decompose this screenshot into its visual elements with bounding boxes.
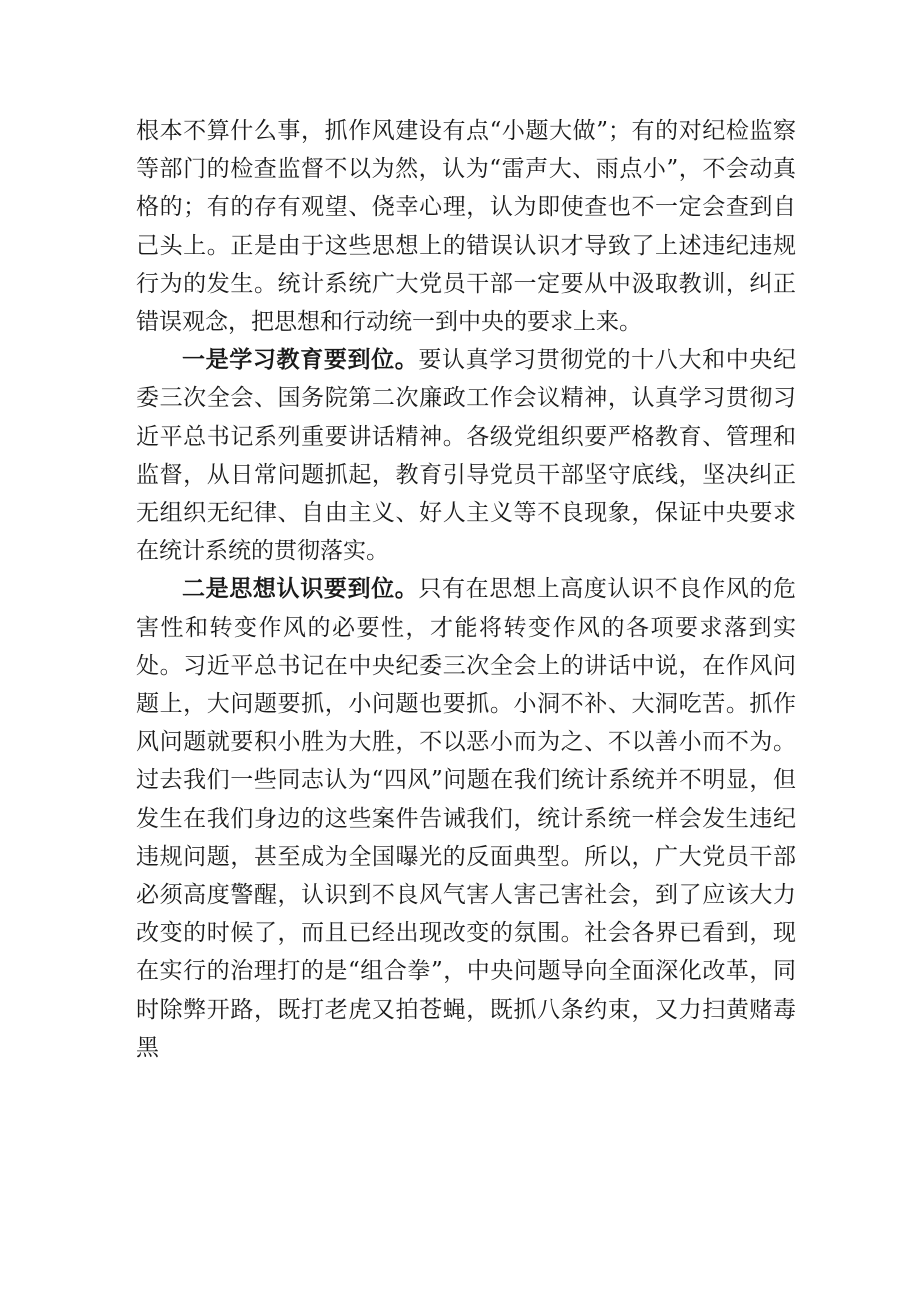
paragraph-2-text: 要认真学习贯彻党的十八大和中央纪委三次全会、国务院第二次廉政工作会议精神，认真学习贯彻习近平总书记系列重要讲话精神。各级党组织要严格教育、管理和监督，从日常问题抓起，教育引导党员干部坚守底线，坚决纠正无组织无纪律、自由主义、好人主义等不良现象，保证中央要求在统计系统的贯彻落实。: [136, 347, 797, 565]
paragraph-study-education: [136, 341, 796, 570]
paragraph-1-text: 根本不算什么事，抓作风建设有点“小题大做”；有的对纪检监察等部门的检查监督不以为然，认为“雷声大、雨点小”，不会动真格的；有的存有观望、侥幸心理，认为即使查也不一定会查到自己头上。正是由于这些思想上的错误认识才导致了上述违纪违规行为的发生。统计系统广大党员干部一定要从中汲取教训，纠正错误观念，把思想和行动统一到中央的要求上来。: [136, 118, 796, 336]
paragraph-2-lead: 一是学习教育要到位。: [182, 346, 419, 374]
paragraph-3-text: 只有在思想上高度认识不良作风的危害性和转变作风的必要性，才能将转变作风的各项要求落到实处。习近平总书记在中央纪委三次全会上的讲话中说，在作风问题上，大问题要抓，小问题也要抓。小洞不补、大洞吃苦。抓作风问题就要积小胜为大胜，不以恶小而为之、不以善小而不为。过去我们一些同志认为“四风”问题在我们统计系统并不明显，但发生在我们身边的这些案件告诫我们，统计系统一样会发生违纪违规问题，甚至成为全国曝光的反面典型。所以，广大党员干部必须高度警醒，认识到不良风气害人害己害社会，到了应该大力改变的时候了，而且已经出现改变的氛围。社会各界已看到，现在实行的治理打的是“组合拳”，中央问题导向全面深化改革，同时除弊开路，既打老虎又拍苍蝇，既抓八条约束，又力扫黄赌毒黑: [136, 576, 797, 1061]
paragraph-3-lead: 二是思想认识要到位。: [182, 575, 419, 603]
paragraph-continuation: [136, 112, 796, 341]
body-text: [136, 112, 796, 1067]
paragraph-ideological-understanding: [136, 570, 796, 1067]
